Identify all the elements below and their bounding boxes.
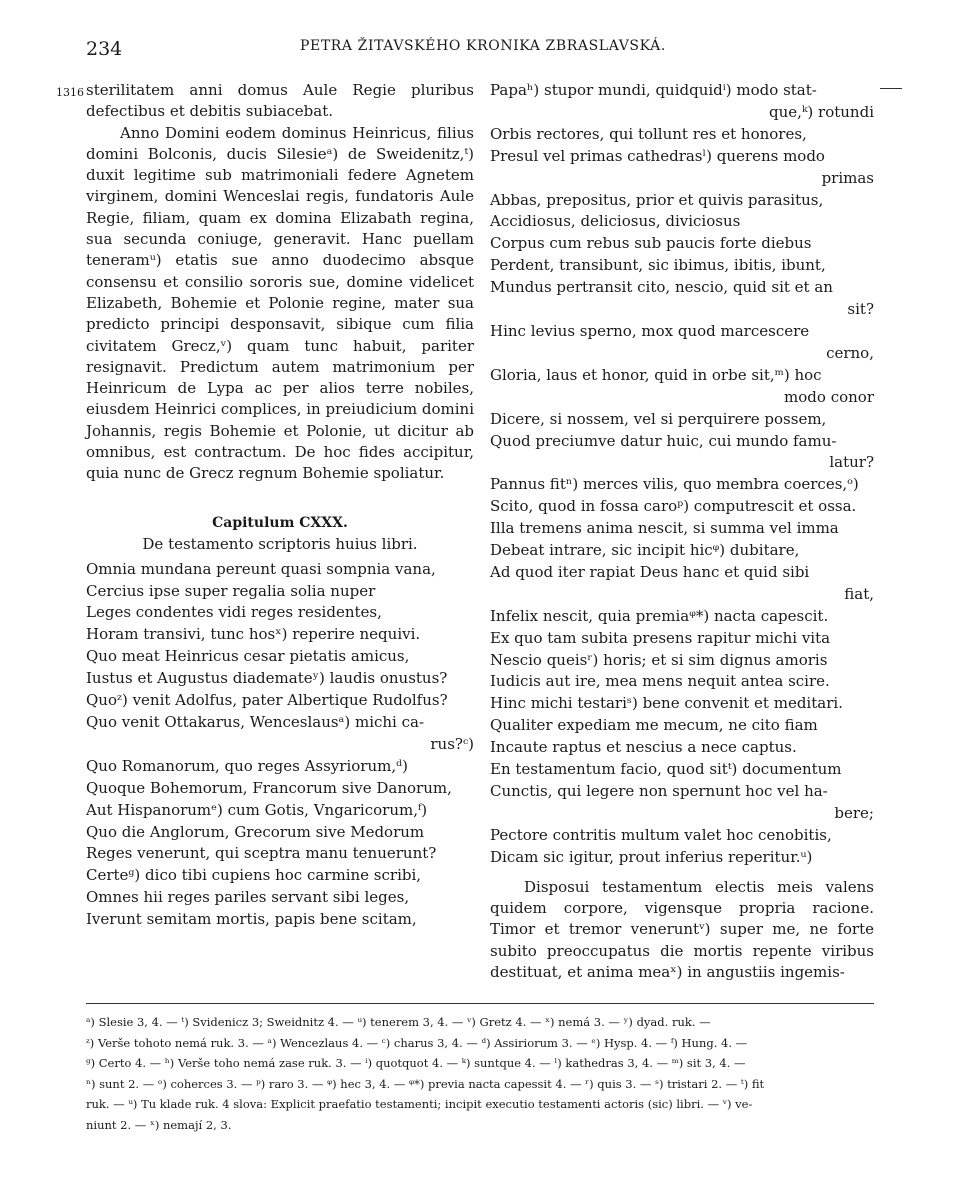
verse-line: Gloria, laus et honor, quid in orbe sit,ᵐ) hoc	[490, 365, 822, 384]
running-title: PETRA ŽITAVSKÉHO KRONIKA ZBRASLAVSKÁ.	[300, 38, 666, 54]
verse-line: Dicere, si nossem, vel si perquirere possem,	[490, 409, 827, 428]
verse-line: Cunctis, qui legere non spernunt hoc vel ha-	[490, 782, 828, 800]
verse-line: En testamentum facio, quod sitᵗ) documentum	[490, 760, 842, 779]
verse-continuation: fiat,	[844, 584, 874, 603]
verse-line: Perdent, transibunt, sic ibimus, ibitis, ibunt,	[490, 256, 826, 275]
verse-line: Debeat intrare, sic incipit hicᵠ) dubitare,	[490, 541, 800, 560]
verse-line: Papaʰ) stupor mundi, quidquidⁱ) modo stat-	[490, 81, 817, 99]
footnote-line: ᶻ) Verše tohoto nemá ruk. 3. — ᵃ) Wencezlaus 4. — ᶜ) charus 3, 4. — ᵈ) Assiriorum 3. — ᵉ) Hysp. 4. — ᶠ) Hung. 4. —	[86, 1035, 748, 1050]
verse-continuation: latur?	[829, 453, 874, 472]
verse-line: Accidiosus, deliciosus, diviciosus	[490, 212, 741, 231]
chapter-subtitle: De testamento scriptoris huius libri.	[142, 534, 418, 553]
verse-line: Quo die Anglorum, Grecorum sive Medorum	[86, 822, 425, 841]
verse-line: Nescio queisʳ) horis; et si sim dignus amoris	[490, 650, 828, 669]
verse-line: Quoᶻ) venit Adolfus, pater Albertique Rudolfus?	[86, 691, 448, 710]
page-number: 234	[86, 38, 123, 60]
verse-line: Ex quo tam subita presens rapitur michi vita	[490, 628, 831, 647]
verse-line: Quo Romanorum, quo reges Assyriorum,ᵈ)	[86, 756, 408, 775]
footnote-line: ᵍ) Certo 4. — ʰ) Verše toho nemá zase ruk. 3. — ⁱ) quotquot 4. — ᵏ) suntque 4. — ˡ) kathedras 3, 4. — ᵐ) sit 3, 4. —	[86, 1056, 746, 1071]
verse-line: Qualiter expediam me mecum, ne cito fiam	[490, 716, 818, 735]
verse-line: Scito, quod in fossa caroᵖ) computrescit et ossa.	[490, 497, 857, 516]
verse-continuation: que,ᵏ) rotundi	[769, 102, 874, 121]
verse-line: Cercius ipse super regalia solia nuper	[86, 581, 376, 600]
verse-line: Pectore contritis multum valet hoc cenobitis,	[490, 825, 832, 844]
verse-line: Iudicis aut ire, mea mens nequit antea scire.	[490, 672, 830, 691]
right-column	[490, 80, 874, 983]
verse-continuation: modo conor	[784, 387, 874, 406]
verse-line: Corpus cum rebus sub paucis forte diebus	[490, 234, 812, 253]
verse-line: Omnes hii reges pariles servant sibi leges,	[86, 888, 410, 907]
verse-line: Iverunt semitam mortis, papis bene scitam,	[86, 910, 417, 929]
verse-line: Quo venit Ottakarus, Wenceslausᵃ) michi ca-	[86, 712, 425, 731]
verse-line: Orbis rectores, qui tollunt res et honores,	[490, 124, 807, 143]
verse-line: Reges venerunt, qui sceptra manu tenuerunt?	[86, 844, 437, 863]
footnote-line: ruk. — ᵘ) Tu klade ruk. 4 slova: Explicit praefatio testamenti; incipit executio testamenti actoris (sic) libri. — ᵛ) ve-	[86, 1097, 753, 1112]
footnote-rule	[86, 1003, 874, 1004]
verse-continuation: primas	[821, 168, 874, 187]
verse-line: Horam transivi, tunc hosˣ) reperire nequivi.	[86, 625, 421, 644]
margin-year: 1316	[56, 86, 84, 99]
verse-continuation: bere;	[834, 803, 874, 822]
footnote-line: ⁿ) sunt 2. — ᵒ) coherces 3. — ᵖ) raro 3. — ᵠ) hec 3, 4. — ᵠ*) previa nacta capessit 4. — ʳ) quis 3. — ˢ) tristari 2. — ᵗ) fit	[86, 1076, 765, 1091]
verse-line: Incaute raptus et nescius a nece captus.	[490, 738, 797, 757]
left-column	[86, 80, 474, 931]
verse-line: Illa tremens anima nescit, si summa vel imma	[490, 519, 839, 538]
verse-line: Omnia mundana pereunt quasi sompnia vana,	[86, 559, 436, 578]
verse-line: Quo meat Heinricus cesar pietatis amicus,	[86, 647, 410, 666]
verse-line: Hinc michi testariˢ) bene convenit et meditari.	[490, 694, 843, 713]
footnotes	[86, 1012, 874, 1136]
verse-line: Abbas, prepositus, prior et quivis parasitus,	[490, 190, 824, 209]
verse-line: Ad quod iter rapiat Deus hanc et quid sibi	[490, 562, 810, 581]
chapter-title: Capitulum CXXX.	[212, 514, 348, 531]
verse-line: Iustus et Augustus diademateʸ) laudis onustus?	[86, 669, 448, 688]
footnote-line: niunt 2. — ˣ) nemají 2, 3.	[86, 1117, 232, 1132]
verse-continuation: sit?	[847, 300, 874, 319]
verse-line: Quoque Bohemorum, Francorum sive Danorum,	[86, 778, 452, 797]
verse-line: Presul vel primas cathedrasˡ) querens modo	[490, 146, 825, 165]
verse-continuation: rus?ᶜ)	[430, 734, 474, 753]
verse-line: Leges condentes vidi reges residentes,	[86, 603, 382, 622]
verse-line: Certeᵍ) dico tibi cupiens hoc carmine scribi,	[86, 866, 422, 885]
paragraph-1: sterilitatem anni domus Aule Regie pluribus defectibus et debitis subiacebat.	[86, 81, 474, 121]
footnote-line: ᵃ) Slesie 3, 4. — ᵗ) Svidenicz 3; Sweidnitz 4. — ᵘ) tenerem 3, 4. — ᵛ) Gretz 4. — ˣ) nemá 3. — ʸ) dyad. ruk. —	[86, 1015, 711, 1029]
verse-line: Mundus pertransit cito, nescio, quid sit et an	[490, 278, 833, 297]
verse-line: Dicam sic igitur, prout inferius reperitur.ᵘ)	[490, 847, 813, 866]
verse-line: Hinc levius sperno, mox quod marcescere	[490, 321, 810, 340]
verse-line: Infelix nescit, quia premiaᵠ*) nacta capescit.	[490, 606, 829, 625]
paragraph-2: Anno Domini eodem dominus Heinricus, filius domini Bolconis, ducis Silesieᵃ) de Sweidenitz,ᵗ) duxit legitime sub matrimoniali federe Agnetem virginem, domini Wenceslai regis, fundatoris Aule Regie, filiam, quam ex domina Elizabath regina, sua secunda coniuge, generavit. Hanc puellam teneramᵘ) etatis sue anno duodecimo absque consensu et consilio sororis sue, domine videlicet Elizabeth, Bohemie et Polonie regine, mater sua predicto principi desponsavit, sibique cum filia civitatem Grecz,ᵛ) quam tunc habuit, pariter resignavit. Predictum autem matrimonium per Heinricum de Lypa ac per alios terre nobiles, eiusdem Heinrici complices, in preiudicium domini Johannis, regis Bohemie et Polonie, ut dicitur ab omnibus, est contractum. De hoc fides accipitur, quia nunc de Grecz regnum Bohemie spoliatur.	[86, 123, 474, 483]
verse-line: Quod preciumve datur huic, cui mundo famu-	[490, 431, 837, 450]
verse-line: Aut Hispanorumᵉ) cum Gotis, Vngaricorum,ᶠ)	[86, 800, 428, 819]
testament-paragraph: Disposui testamentum electis meis valens quidem corpore, vigensque propria racione. Timor et tremor veneruntᵛ) super me, ne forte subito preoccupatus die mortis repente viribus destituat, et anima meaˣ) in angustiis ingemis-	[490, 877, 874, 981]
verse-continuation: cerno,	[826, 343, 874, 362]
verse-line: Pannus fitⁿ) merces vilis, quo membra coerces,ᵒ)	[490, 475, 859, 494]
continuation-dash	[880, 88, 902, 89]
